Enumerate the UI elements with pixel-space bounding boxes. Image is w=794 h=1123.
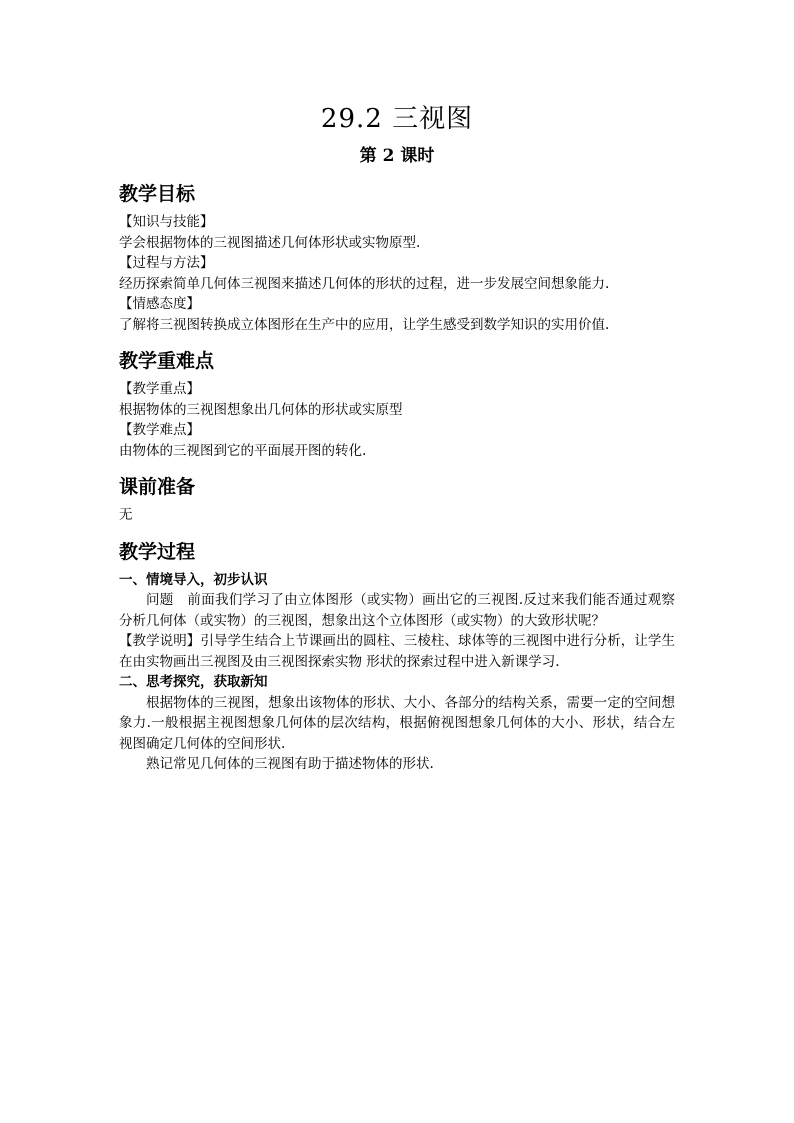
preparation-heading: 课前准备 [119, 476, 196, 498]
step2-title: 二、思考探究，获取新知 [119, 674, 268, 690]
step2-paragraph-1: 根据物体的三视图，想象出该物体的形状、大小、各部分的结构关系，需要一定的空间想象力.一般根据主视图想象几何体的层次结构，根据俯视图想象几何体的大小、形状，结合左视图确定几何体的空间形状. [119, 694, 675, 752]
objectives-heading: 教学目标 [119, 183, 196, 205]
knowledge-label: 【知识与技能】 [119, 214, 214, 230]
document-content [119, 100, 675, 775]
knowledge-text: 学会根据物体的三视图描述几何体形状或实物原型. [119, 234, 421, 251]
difficulty-label: 【教学难点】 [119, 422, 200, 438]
step2-paragraph-2: 熟记常见几何体的三视图有助于描述物体的形状. [146, 756, 434, 772]
preparation-text: 无 [119, 507, 133, 523]
process-method-text: 经历探索简单几何体三视图来描述几何体的形状的过程，进一步发展空间想象能力. [119, 275, 610, 292]
difficulty-text: 由物体的三视图到它的平面展开图的转化. [119, 442, 367, 459]
focus-label: 【教学重点】 [119, 381, 200, 397]
attitude-label: 【情感态度】 [119, 296, 200, 312]
teaching-process-heading: 教学过程 [119, 540, 196, 563]
step1-title: 一、情境导入，初步认识 [119, 571, 268, 588]
document-title: 29.2 三视图 [320, 104, 474, 134]
lesson-period: 第 2 课时 [359, 146, 435, 166]
step1-question: 问题 前面我们学习了由立体图形（或实物）画出它的三视图.反过来我们能否通过观察分析几何体（或实物）的三视图，想象出这个立体图形（或实物）的大致形状呢？ [119, 592, 675, 629]
key-points-heading: 教学重难点 [119, 350, 215, 372]
process-method-label: 【过程与方法】 [119, 255, 214, 271]
step1-teaching-note: 【教学说明】引导学生结合上节课画出的圆柱、三棱柱、球体等的三视图中进行分析，让学生在由实物画出三视图及由三视图探索实物 形状的探索过程中进入新课学习. [119, 633, 675, 670]
focus-text: 根据物体的三视图想象出几何体的形状或实原型 [119, 401, 403, 418]
attitude-text: 了解将三视图转换成立体图形在生产中的应用，让学生感受到数学知识的实用价值. [119, 316, 610, 333]
